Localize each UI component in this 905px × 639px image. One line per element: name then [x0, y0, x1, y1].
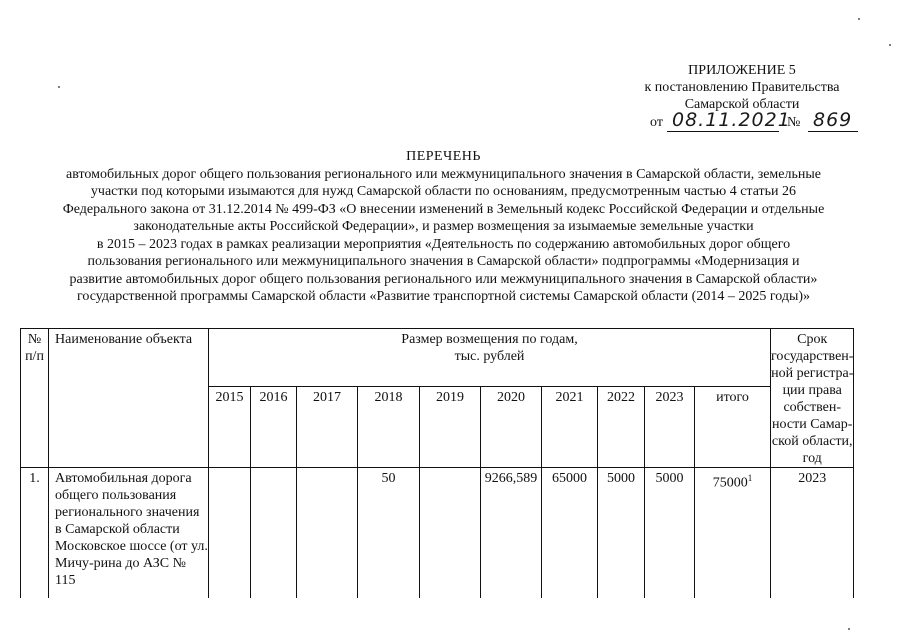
row-number: 1. — [21, 468, 49, 598]
number-prefix: № — [787, 115, 801, 130]
row-value: 65000 — [542, 468, 598, 598]
row-value — [297, 468, 358, 598]
appendix-line-2: Самарской области — [684, 97, 800, 112]
col-header-year: 2018 — [358, 387, 420, 468]
row-value — [420, 468, 481, 598]
decree-date-number — [650, 109, 860, 135]
col-header-year: 2016 — [251, 387, 297, 468]
col-header-year: 2023 — [645, 387, 695, 468]
heading-line: развитие автомобильных дорог общего пользования регионального или межмуниципального значения в Самарской области» — [69, 271, 818, 287]
heading-line: пользования регионального или межмуниципального значения в Самарской области» подпрограммы «Модернизация и — [87, 254, 800, 269]
row-total-value: 75000 — [712, 475, 748, 491]
heading-line: государственной программы Самарской области «Развитие транспортной системы Самарской области (2014 – 2025 годы)» — [76, 289, 811, 304]
document-heading — [0, 148, 887, 306]
row-value — [209, 468, 251, 598]
date-prefix: от — [650, 115, 663, 130]
table-row — [21, 468, 854, 598]
row-value: 5000 — [598, 468, 645, 598]
col-header-number: № п/п — [21, 329, 49, 468]
scan-speck — [858, 18, 860, 20]
decree-date: 08.11.2021 — [672, 109, 791, 131]
amount-header-line1: Размер возмещения по годам, — [401, 332, 578, 347]
decree-number: 869 — [813, 109, 853, 131]
row-term: 2023 — [771, 468, 854, 598]
heading-line: участки под которыми изымаются для нужд Самарской области по основаниям, предусмотренным частью 4 статьи 26 — [90, 184, 797, 199]
col-header-name: Наименование объекта — [49, 329, 209, 468]
document-title: ПЕРЕЧЕНЬ — [406, 149, 481, 164]
appendix-line-1: к постановлению Правительства — [644, 80, 840, 95]
footnote-marker: 1 — [747, 473, 753, 483]
heading-line: в 2015 – 2023 годах в рамках реализации мероприятия «Деятельность по содержанию автомобильных дорог общего — [96, 236, 791, 252]
col-header-amount — [209, 329, 771, 387]
appendix-title: ПРИЛОЖЕНИЕ 5 — [688, 63, 796, 78]
scan-speck — [58, 86, 60, 88]
compensation-table — [20, 328, 854, 598]
row-value: 50 — [358, 468, 420, 598]
row-value: 9266,589 — [481, 468, 542, 598]
col-header-year: 2019 — [420, 387, 481, 468]
heading-line: Федерального закона от 31.12.2014 № 499-ФЗ «О внесении изменений в Земельный кодекс Российской Федерации и отдельные — [62, 201, 825, 217]
heading-line: автомобильных дорог общего пользования регионального или межмуниципального значения в Самарской области, земельные — [65, 166, 821, 182]
col-header-term: Срок государствен-ной регистра-ции права собствен-ности Самар-ской области, год — [771, 329, 854, 468]
appendix-block — [627, 62, 857, 113]
row-value: 5000 — [645, 468, 695, 598]
row-object-name: Автомобильная дорога общего пользования регионального значения в Самарской области Московское шоссе (от ул. Мичу-рина до АЗС № 115 — [49, 468, 209, 598]
amount-header-line2: тыс. рублей — [454, 349, 525, 364]
row-total — [695, 468, 771, 598]
scan-speck — [889, 44, 891, 46]
col-header-year: 2020 — [481, 387, 542, 468]
col-header-year: 2022 — [598, 387, 645, 468]
row-value — [251, 468, 297, 598]
col-header-total: итого — [695, 387, 771, 468]
heading-line: законодательные акты Российской Федерации», и размер возмещения за изымаемые земельные участки — [133, 219, 754, 234]
scan-speck — [848, 628, 850, 630]
col-header-year: 2021 — [542, 387, 598, 468]
col-header-year: 2015 — [209, 387, 251, 468]
col-header-year: 2017 — [297, 387, 358, 468]
